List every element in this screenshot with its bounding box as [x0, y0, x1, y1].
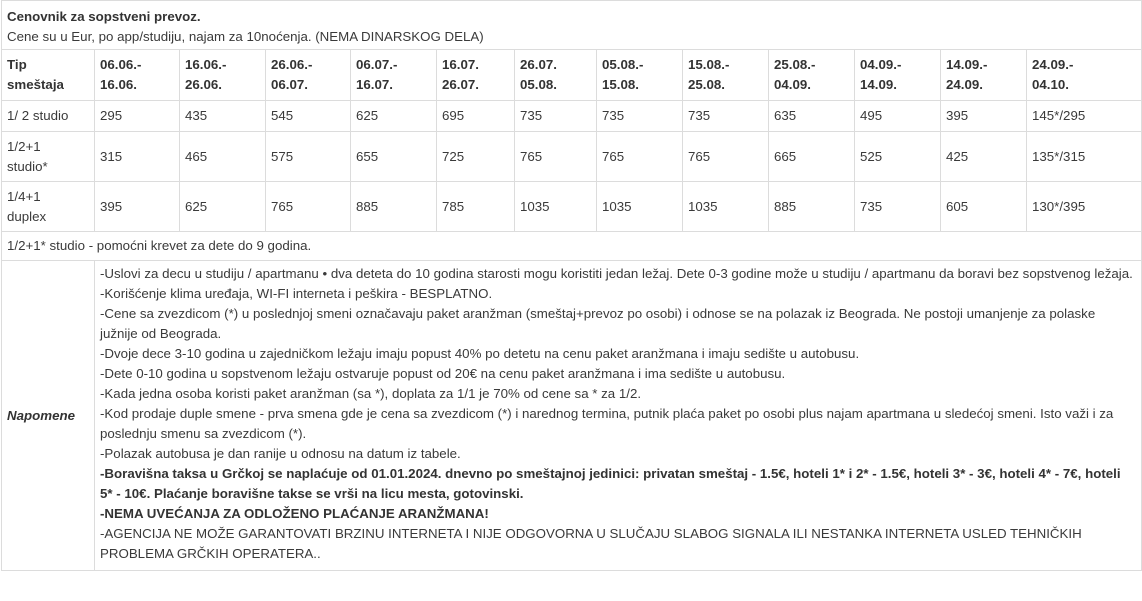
- period-to: 04.10.: [1032, 77, 1069, 92]
- column-header-period: [683, 50, 769, 101]
- price-cell: 465: [180, 132, 266, 182]
- price-cell: 735: [597, 101, 683, 132]
- price-cell: 1035: [597, 182, 683, 232]
- period-from: 26.06.-: [271, 57, 313, 72]
- footnote-row: [2, 232, 1142, 261]
- price-cell: 695: [437, 101, 515, 132]
- table-row: [2, 101, 1142, 132]
- price-cell: 765: [683, 132, 769, 182]
- period-to: 24.09.: [946, 77, 983, 92]
- price-cell: 395: [95, 182, 180, 232]
- period-from: 16.07.: [442, 57, 479, 72]
- table-header-row: [2, 1, 1142, 50]
- price-cell: 885: [769, 182, 855, 232]
- period-from: 15.08.-: [688, 57, 730, 72]
- price-cell: 315: [95, 132, 180, 182]
- period-from: 26.07.: [520, 57, 557, 72]
- period-to: 26.06.: [185, 77, 222, 92]
- price-cell: 635: [769, 101, 855, 132]
- note-line: -Dvoje dece 3-10 godina u zajedničkom ležaju imaju popust 40% po detetu na cenu paket aranžmana i imaju sedište u autobusu.: [100, 346, 860, 361]
- column-header-type-line1: Tip: [7, 57, 27, 72]
- accommodation-type-line1: 1/2+1: [7, 138, 41, 154]
- price-cell: 765: [515, 132, 597, 182]
- price-cell: 725: [437, 132, 515, 182]
- price-cell: 1035: [515, 182, 597, 232]
- price-cell: 735: [855, 182, 941, 232]
- period-from: 25.08.-: [774, 57, 816, 72]
- period-to: 16.07.: [356, 77, 393, 92]
- price-cell: 735: [683, 101, 769, 132]
- price-cell: 575: [266, 132, 351, 182]
- period-from: 14.09.-: [946, 57, 988, 72]
- period-from: 16.06.-: [185, 57, 227, 72]
- price-cell: 525: [855, 132, 941, 182]
- footnote: 1/2+1* studio - pomoćni krevet za dete do 9 godina.: [2, 232, 1142, 261]
- accommodation-type-line2: studio*: [7, 158, 48, 174]
- price-cell: 395: [941, 101, 1027, 132]
- price-cell: 625: [351, 101, 437, 132]
- column-header-period: [351, 50, 437, 101]
- period-to: 16.06.: [100, 77, 137, 92]
- price-cell: 665: [769, 132, 855, 182]
- price-cell: 495: [855, 101, 941, 132]
- price-cell: 605: [941, 182, 1027, 232]
- price-cell: 1035: [683, 182, 769, 232]
- period-to: 25.08.: [688, 77, 725, 92]
- period-to: 05.08.: [520, 77, 557, 92]
- note-line: -Korišćenje klima uređaja, WI-FI interneta i peškira - BESPLATNO.: [100, 286, 493, 301]
- column-header-period: [266, 50, 351, 101]
- column-header-period: [941, 50, 1027, 101]
- price-cell: 765: [597, 132, 683, 182]
- column-header-period: [855, 50, 941, 101]
- accommodation-type-line2: duplex: [7, 208, 47, 224]
- column-header-period: [597, 50, 683, 101]
- notes-row: [2, 261, 1142, 571]
- note-line: -Dete 0-10 godina u sopstvenom ležaju ostvaruje popust od 20€ na cenu paket aranžmana i ima sedište u autobusu.: [100, 366, 786, 381]
- note-line-bold: -Boravišna taksa u Grčkoj se naplaćuje od 01.01.2024. dnevno po smeštajnoj jedinici: privatan smeštaj - 1.5€, hoteli 1* i 2* - 1.5€, hoteli 3* - 3€, hoteli 4* - 7€, hoteli 5* - 10€. Plaćanje boravišne takse se vrši na licu mesta, gotovinski.: [100, 466, 1121, 501]
- price-cell: 545: [266, 101, 351, 132]
- price-list-subtitle: Cene su u Eur, po app/studiju, najam za 10noćenja. (NEMA DINARSKOG DELA): [7, 29, 484, 44]
- accommodation-type: [2, 182, 95, 232]
- column-header-type: [2, 50, 95, 101]
- table-row: [2, 182, 1142, 232]
- note-line-bold: -NEMA UVEĆANJA ZA ODLOŽENO PLAĆANJE ARANŽMANA!: [100, 506, 489, 521]
- period-to: 14.09.: [860, 77, 897, 92]
- period-from: 06.07.-: [356, 57, 398, 72]
- price-cell: 885: [351, 182, 437, 232]
- period-from: 05.08.-: [602, 57, 644, 72]
- price-cell: 735: [515, 101, 597, 132]
- price-cell: 135*/315: [1027, 132, 1142, 182]
- period-to: 26.07.: [442, 77, 479, 92]
- price-cell: 655: [351, 132, 437, 182]
- accommodation-type-line1: 1/4+1: [7, 188, 41, 204]
- table-row: [2, 132, 1142, 182]
- accommodation-type: [2, 132, 95, 182]
- column-header-period: [180, 50, 266, 101]
- price-cell: 145*/295: [1027, 101, 1142, 132]
- price-cell: 765: [266, 182, 351, 232]
- column-header-row: [2, 50, 1142, 101]
- column-header-period: [95, 50, 180, 101]
- period-from: 04.09.-: [860, 57, 902, 72]
- period-to: 15.08.: [602, 77, 639, 92]
- note-line: -Polazak autobusa je dan ranije u odnosu na datum iz tabele.: [100, 446, 461, 461]
- price-table: [1, 0, 1142, 571]
- price-cell: 435: [180, 101, 266, 132]
- notes-content: [95, 261, 1142, 571]
- note-line: -Uslovi za decu u studiju / apartmanu • dva deteta do 10 godina starosti mogu koristiti jedan ležaj. Dete 0-3 godine može u studiju / apartmanu da boravi bez sopstvenog ležaja.: [100, 266, 1133, 281]
- column-header-period: [1027, 50, 1142, 101]
- price-cell: 785: [437, 182, 515, 232]
- column-header-period: [515, 50, 597, 101]
- table-caption: [2, 1, 1142, 50]
- period-to: 04.09.: [774, 77, 811, 92]
- price-cell: 625: [180, 182, 266, 232]
- price-cell: 295: [95, 101, 180, 132]
- price-cell: 425: [941, 132, 1027, 182]
- note-line: -AGENCIJA NE MOŽE GARANTOVATI BRZINU INTERNETA I NIJE ODGOVORNA U SLUČAJU SLABOG SIGNALA ILI NESTANKA INTERNETA USLED TEHNIČKIH PROBLEMA GRČKIH OPERATERA..: [100, 526, 1082, 561]
- column-header-period: [437, 50, 515, 101]
- price-list-title: Cenovnik za sopstveni prevoz.: [7, 9, 201, 24]
- note-line: -Kod prodaje duple smene - prva smena gde je cena sa zvezdicom (*) i narednog termina, putnik plaća paket po osobi plus najam apartmana u sledećoj smeni. Isto važi i za poslednju smenu sa zvezdicom (*).: [100, 406, 1114, 441]
- note-line: -Cene sa zvezdicom (*) u poslednjoj smeni označavaju paket aranžman (smeštaj+prevoz po osobi) i odnose se na polazak iz Beograda. Ne postoji umanjenje za polaske južnije od Beograda.: [100, 306, 1096, 341]
- notes-label: Napomene: [2, 261, 95, 571]
- period-to: 06.07.: [271, 77, 308, 92]
- accommodation-type: 1/ 2 studio: [2, 101, 95, 132]
- note-line: -Kada jedna osoba koristi paket aranžman (sa *), doplata za 1/1 je 70% od cene sa * za 1/2.: [100, 386, 642, 401]
- column-header-type-line2: smeštaja: [7, 77, 64, 92]
- column-header-period: [769, 50, 855, 101]
- period-from: 24.09.-: [1032, 57, 1074, 72]
- price-cell: 130*/395: [1027, 182, 1142, 232]
- period-from: 06.06.-: [100, 57, 142, 72]
